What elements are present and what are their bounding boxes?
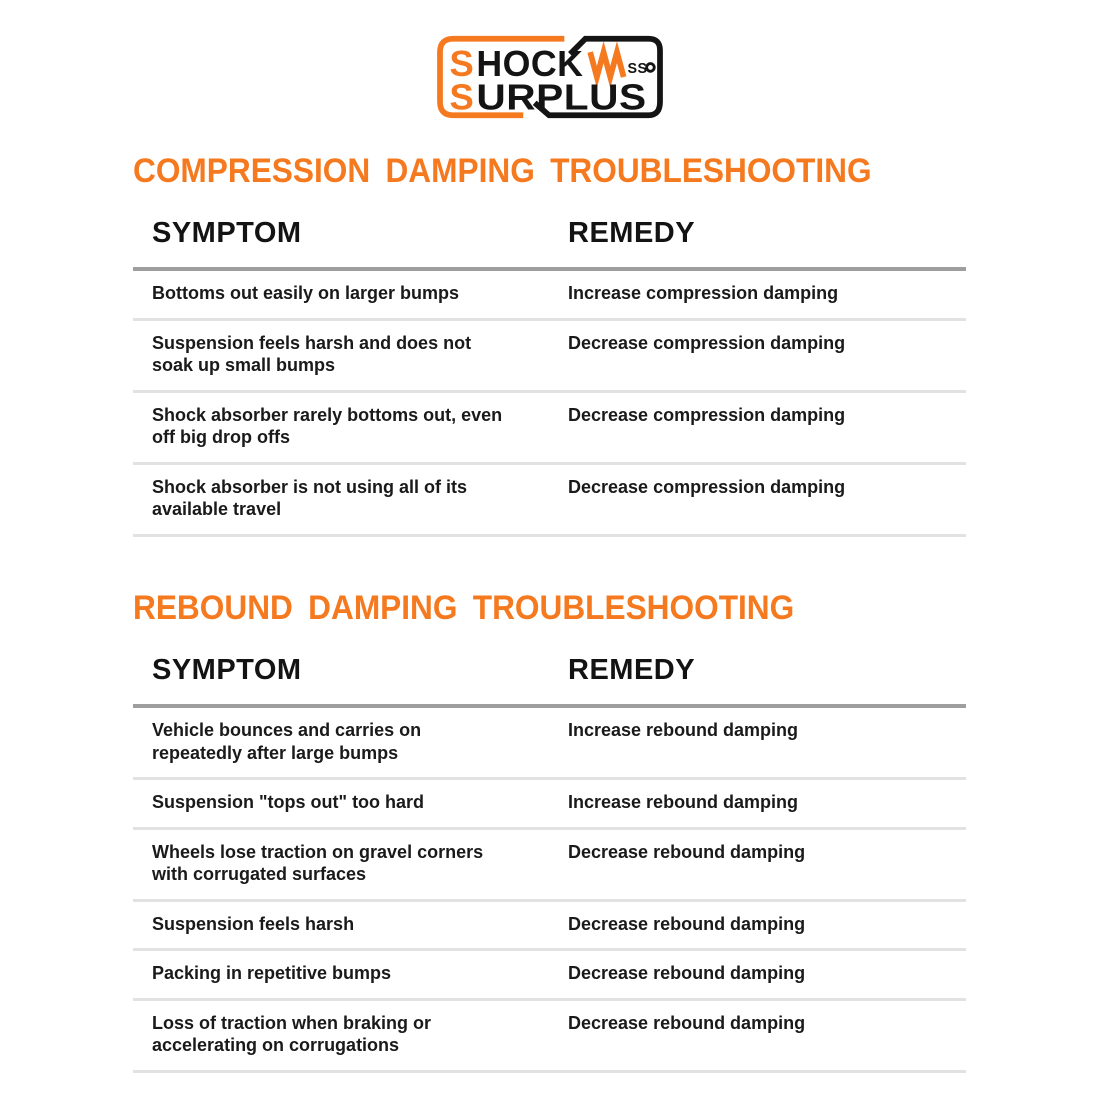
logo-surplus-initial: S: [449, 76, 475, 118]
column-header-symptom: SYMPTOM: [152, 654, 302, 686]
table-row: [133, 321, 966, 393]
column-headers: [133, 217, 966, 267]
symptom-cell: Packing in repetitive bumps: [152, 963, 392, 984]
column-headers: [133, 654, 966, 704]
table-row: [133, 465, 966, 537]
table-row: [133, 951, 966, 1001]
remedy-cell: Increase compression damping: [568, 283, 839, 304]
table-row: [133, 902, 966, 952]
symptom-cell: Bottoms out easily on larger bumps: [152, 283, 460, 304]
logo-ss-badge: SS: [627, 61, 648, 78]
symptom-cell: Wheels lose traction on gravel corners with corrugated surfaces: [152, 841, 484, 885]
remedy-cell: Decrease compression damping: [568, 404, 846, 425]
symptom-cell: Suspension feels harsh: [152, 913, 355, 934]
troubleshooting-table-compression: [133, 267, 966, 537]
column-header-remedy: REMEDY: [568, 217, 696, 250]
remedy-cell: Decrease compression damping: [568, 476, 846, 497]
remedy-cell: Decrease rebound damping: [568, 963, 806, 984]
remedy-cell: Increase rebound damping: [568, 720, 799, 741]
logo-shock-rest: HOCK: [476, 43, 584, 85]
symptom-cell: Loss of traction when braking or accelerating on corrugations: [152, 1012, 432, 1056]
section-title-compression: COMPRESSION DAMPING TROUBLESHOOTING: [133, 152, 872, 190]
column-header-symptom: SYMPTOM: [152, 217, 302, 250]
table-row: [133, 708, 966, 780]
symptom-cell: Suspension "tops out" too hard: [152, 792, 425, 813]
troubleshooting-table-rebound: [133, 704, 966, 1073]
section-compression-damping: [133, 152, 966, 537]
symptom-cell: Suspension feels harsh and does not soak up small bumps: [152, 332, 472, 376]
table-row: [133, 271, 966, 321]
table-row: [133, 780, 966, 830]
logo-shock-initial: S: [449, 43, 475, 85]
shock-coil-icon: [590, 52, 623, 77]
shock-surplus-logo: [430, 33, 670, 121]
symptom-cell: Shock absorber is not using all of its available travel: [152, 476, 468, 520]
remedy-cell: Decrease rebound damping: [568, 1012, 806, 1033]
section-rebound-damping: [133, 589, 966, 1073]
remedy-cell: Decrease compression damping: [568, 332, 846, 353]
remedy-cell: Increase rebound damping: [568, 792, 799, 813]
symptom-cell: Vehicle bounces and carries on repeatedly after large bumps: [152, 720, 422, 763]
remedy-cell: Decrease rebound damping: [568, 841, 806, 862]
shock-eyelet-icon: [647, 64, 655, 72]
table-row: [133, 393, 966, 465]
symptom-cell: Shock absorber rarely bottoms out, even off big drop offs: [152, 404, 503, 448]
content-area: [133, 152, 966, 1073]
logo-surplus-rest: URPLUS: [476, 76, 647, 118]
table-row: [133, 830, 966, 902]
section-title-rebound: REBOUND DAMPING TROUBLESHOOTING: [133, 588, 795, 627]
remedy-cell: Decrease rebound damping: [568, 913, 806, 934]
table-row: [133, 1001, 966, 1073]
column-header-remedy: REMEDY: [568, 654, 696, 686]
